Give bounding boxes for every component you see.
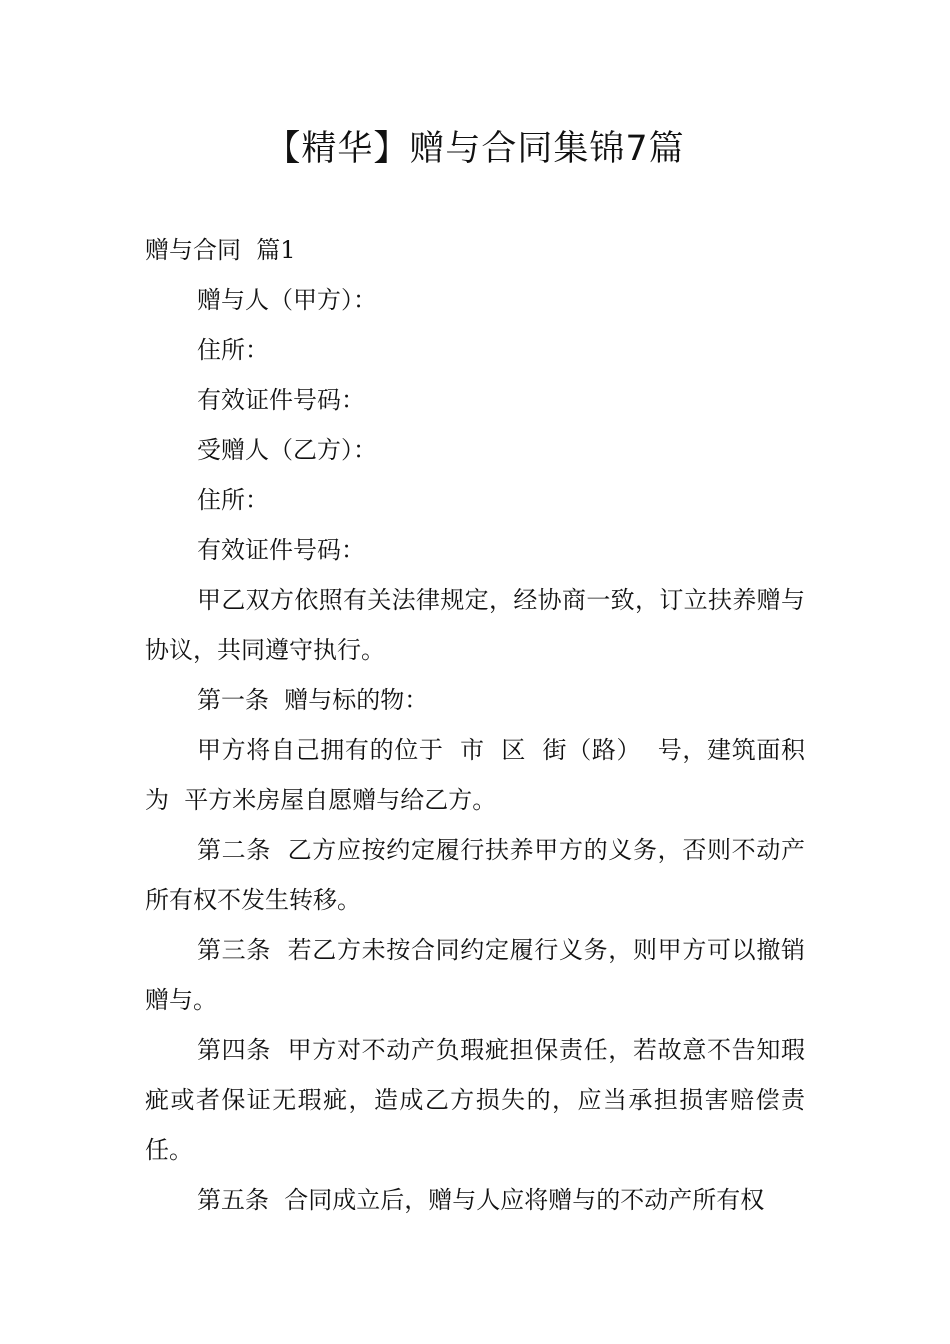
- donor-field: 赠与人（甲方）：: [197, 286, 377, 314]
- article-1-body: 甲方将自己拥有的位于 市 区 街（路） 号，建筑面积为 平方米房屋自愿赠与给乙方。: [145, 736, 805, 814]
- article-4: 第四条 甲方对不动产负瑕疵担保责任，若故意不告知瑕疵或者保证无瑕疵，造成乙方损失的，应当承担损害赔偿责任。: [145, 1036, 805, 1164]
- article-3: 第三条 若乙方未按合同约定履行义务，则甲方可以撤销赠与。: [145, 936, 805, 1014]
- article-5: 第五条 合同成立后，赠与人应将赠与的不动产所有权: [197, 1186, 765, 1214]
- donee-id-field: 有效证件号码：: [197, 536, 365, 564]
- section-heading: 赠与合同 篇1: [145, 236, 296, 264]
- article-1-heading: 第一条 赠与标的物：: [197, 686, 429, 714]
- donee-address-field: 住所：: [197, 486, 269, 514]
- article-2: 第二条 乙方应按约定履行扶养甲方的义务，否则不动产所有权不发生转移。: [145, 836, 805, 914]
- document-body: [145, 225, 805, 1225]
- donee-field: 受赠人（乙方）：: [197, 436, 377, 464]
- intro-paragraph: 甲乙双方依照有关法律规定，经协商一致，订立扶养赠与协议，共同遵守执行。: [145, 586, 805, 664]
- donor-address-field: 住所：: [197, 336, 269, 364]
- donor-id-field: 有效证件号码：: [197, 386, 365, 414]
- document-title: 【精华】赠与合同集锦7篇: [265, 129, 685, 169]
